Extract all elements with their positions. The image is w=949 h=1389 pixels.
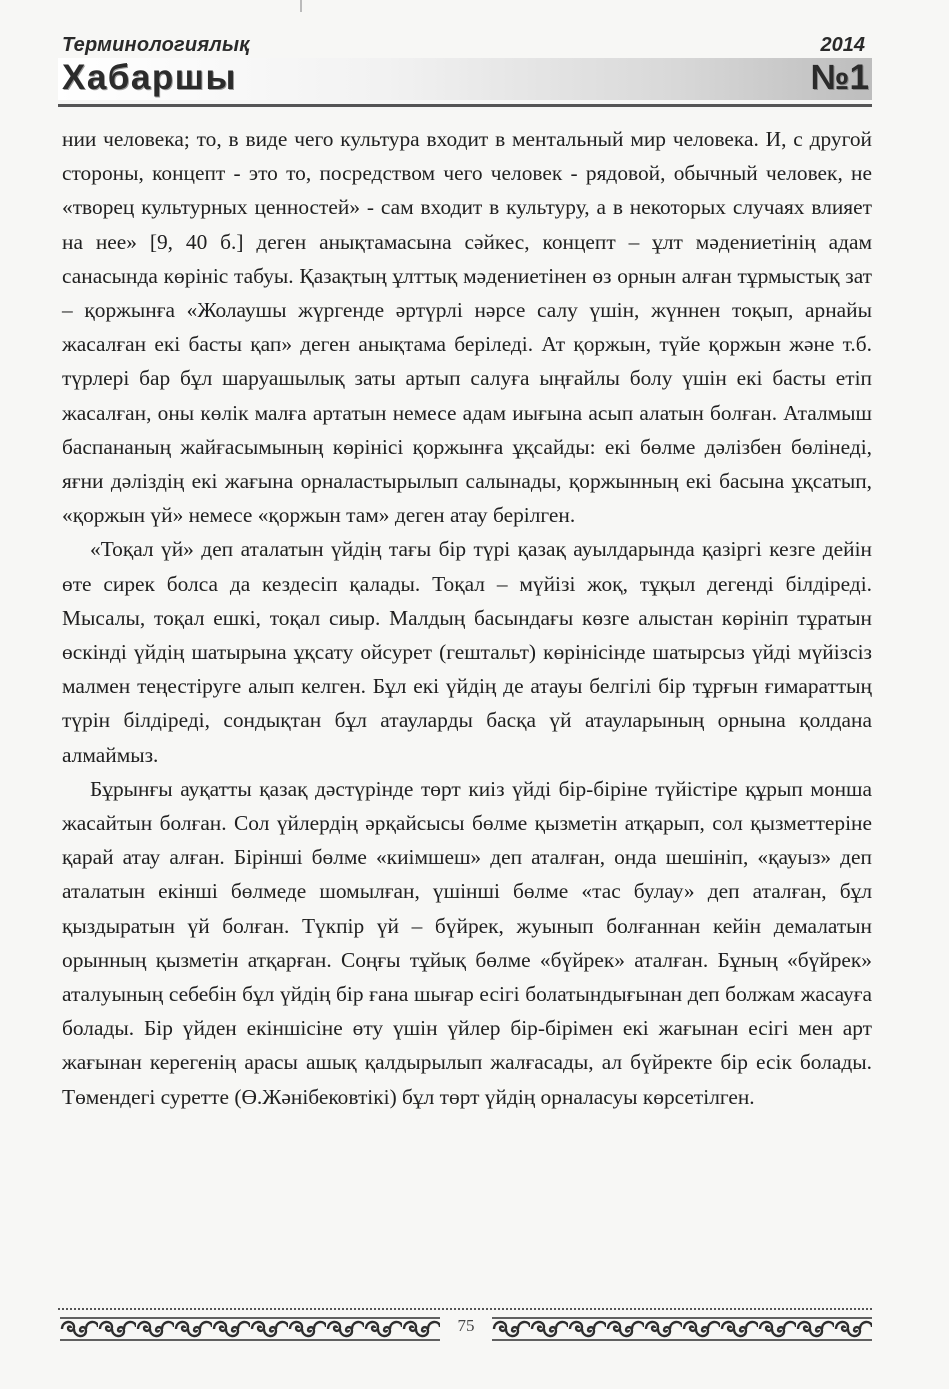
journal-title: Терминологиялық — [62, 34, 250, 56]
binding-mark — [300, 0, 302, 12]
wave-scroll-ornament-icon — [60, 1316, 440, 1342]
journal-subtitle: Хабаршы — [62, 58, 237, 97]
header-rule — [58, 104, 872, 107]
journal-year: 2014 — [820, 34, 865, 56]
paragraph: «Тоқал үй» деп аталатын үйдің тағы бір түрі қазақ ауылдарында қазіргі кезге дейін өте сирек болса да кездесіп қалады. Тоқал – мүйізі жоқ, тұқыл дегенді білдіреді. Мысалы, тоқал ешкі, тоқал сиыр. Малдың басындағы көзге алыстан көрініп тұратын өскінді үйдің шатырына ұқсату ойсурет (гештальт) көрінісінде шатырсыз үйді мүйізсіз малмен теңестіруге алып келген. Бұл екі үйдің де атауы белгілі бір тұрғын ғимараттың түрін білдіреді, сондықтан бұл атауларды басқа үй атауларының орнына қолдана алмаймыз. — [62, 537, 872, 767]
footer-rule — [58, 1308, 872, 1310]
issue-number: №1 — [810, 58, 869, 97]
paragraph: нии человека; то, в виде чего культура входит в ментальный мир человека. И, с другой стороны, концепт - это то, посредством чего человек - рядовой, обычный человек, не «творец культурных ценностей» - сам входит в культуру, а в некоторых случаях влияет на нее» [9, 40 б.] деген анықтамасына сәйкес, концепт – ұлт мәдениетінің адам санасында көрініс табуы. Қазақтың ұлттық мәдениетінен өз орнын алған тұрмыстық зат – қоржынға «Жолаушы жүргенде әртүрлі нәрсе салу үшін, жүннен тоқып, арнайы жасалған екі басты қап» деген анықтама беріледі. Ат қоржын, түйе қоржын және т.б. түрлері бар бұл шаруашылық заты артып салуға ыңғайлы болу үшін екі басты етіп жасалған, оны көлік малға артатын немесе адам иығына асып алатын болған. Аталмыш баспананың жайғасымының көрінісі қоржынға ұқсайды: екі бөлме дәлізбен бөлінеді, яғни дәліздің екі жағына орналастырылып салынады, қоржынның екі басына ұқсатып, «қоржын үй» немесе «қоржын там» деген атау берілген. — [62, 127, 872, 528]
wave-scroll-ornament-icon — [492, 1316, 872, 1342]
paragraph: Бұрынғы ауқатты қазақ дәстүрінде төрт киіз үйді бір-біріне түйістіре құрып монша жасайтын болған. Сол үйлердің әрқайсысы бөлме қызметін атқарып, сол қызметтеріне қарай атау алған. Бірінші бөлме «киімшеш» деп аталған, онда шешініп, «қауыз» деп аталатын екінші бөлмеде шомылған, үшінші бөлме «тас булау» деп аталған, бұл қыздыратын үй болған. Түкпір үй – бүйрек, жуынып болғаннан кейін демалатын орынның қызметін атқарған. Соңғы тұйық бөлме «бүйрек» аталған. Бұның «бүйрек» аталуының себебін бұл үйдің бір ғана шығар есігі болатындығынан деп болжам жасауға болады. Бір үйден екіншісіне өту үшін үйлер бір-бірімен екі жағынан есігі мен арт жағынан керегенің арасы ашық қалдырылып жалғасады, ал бүйректе бір есік болады. Төмендегі суретте (Ө.Жәнібековтікі) бұл төрт үйдің орналасуы көрсетілген. — [62, 776, 872, 1109]
page-number: 75 — [457, 1316, 475, 1335]
article-body — [62, 122, 872, 1114]
